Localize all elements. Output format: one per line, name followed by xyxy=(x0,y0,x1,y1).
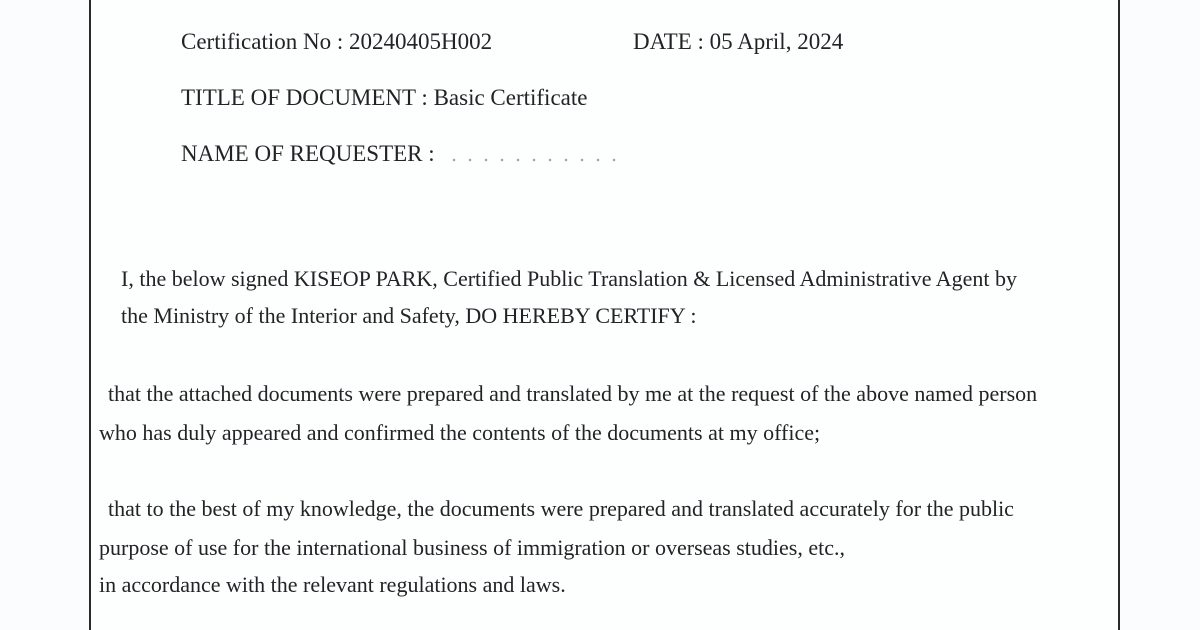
document-date xyxy=(633,28,843,56)
clause-1-line-1: that the attached documents were prepared and translated by me at the request of the above named person xyxy=(108,381,1038,406)
clause-1-line-2: who has duly appeared and confirmed the contents of the documents at my office; xyxy=(99,420,821,445)
intro-line-1: I, the below signed KISEOP PARK, Certified Public Translation & Licensed Administrative Agent by xyxy=(121,266,1018,291)
document-date-label: DATE : xyxy=(633,29,704,54)
intro-line-2: the Ministry of the Interior and Safety, DO HEREBY CERTIFY : xyxy=(121,303,697,328)
document-title-label: TITLE OF DOCUMENT : xyxy=(181,85,428,110)
certification-number-value: 20240405H002 xyxy=(349,29,493,54)
redacted-requester-name xyxy=(446,149,616,163)
requester-name-label: NAME OF REQUESTER : xyxy=(181,141,435,166)
clause-2-line-2: purpose of use for the international business of immigration or overseas studies, etc., xyxy=(99,535,845,560)
clause-2-line-1: that to the best of my knowledge, the documents were prepared and translated accurately for the public xyxy=(108,496,1014,521)
certification-number-label: Certification No : xyxy=(181,29,344,54)
document-date-value: 05 April, 2024 xyxy=(709,29,844,54)
document-title xyxy=(181,84,587,112)
certification-number xyxy=(181,28,492,56)
document-title-value: Basic Certificate xyxy=(433,85,588,110)
requester-name xyxy=(181,140,616,168)
clause-2-line-3: in accordance with the relevant regulations and laws. xyxy=(99,572,566,597)
